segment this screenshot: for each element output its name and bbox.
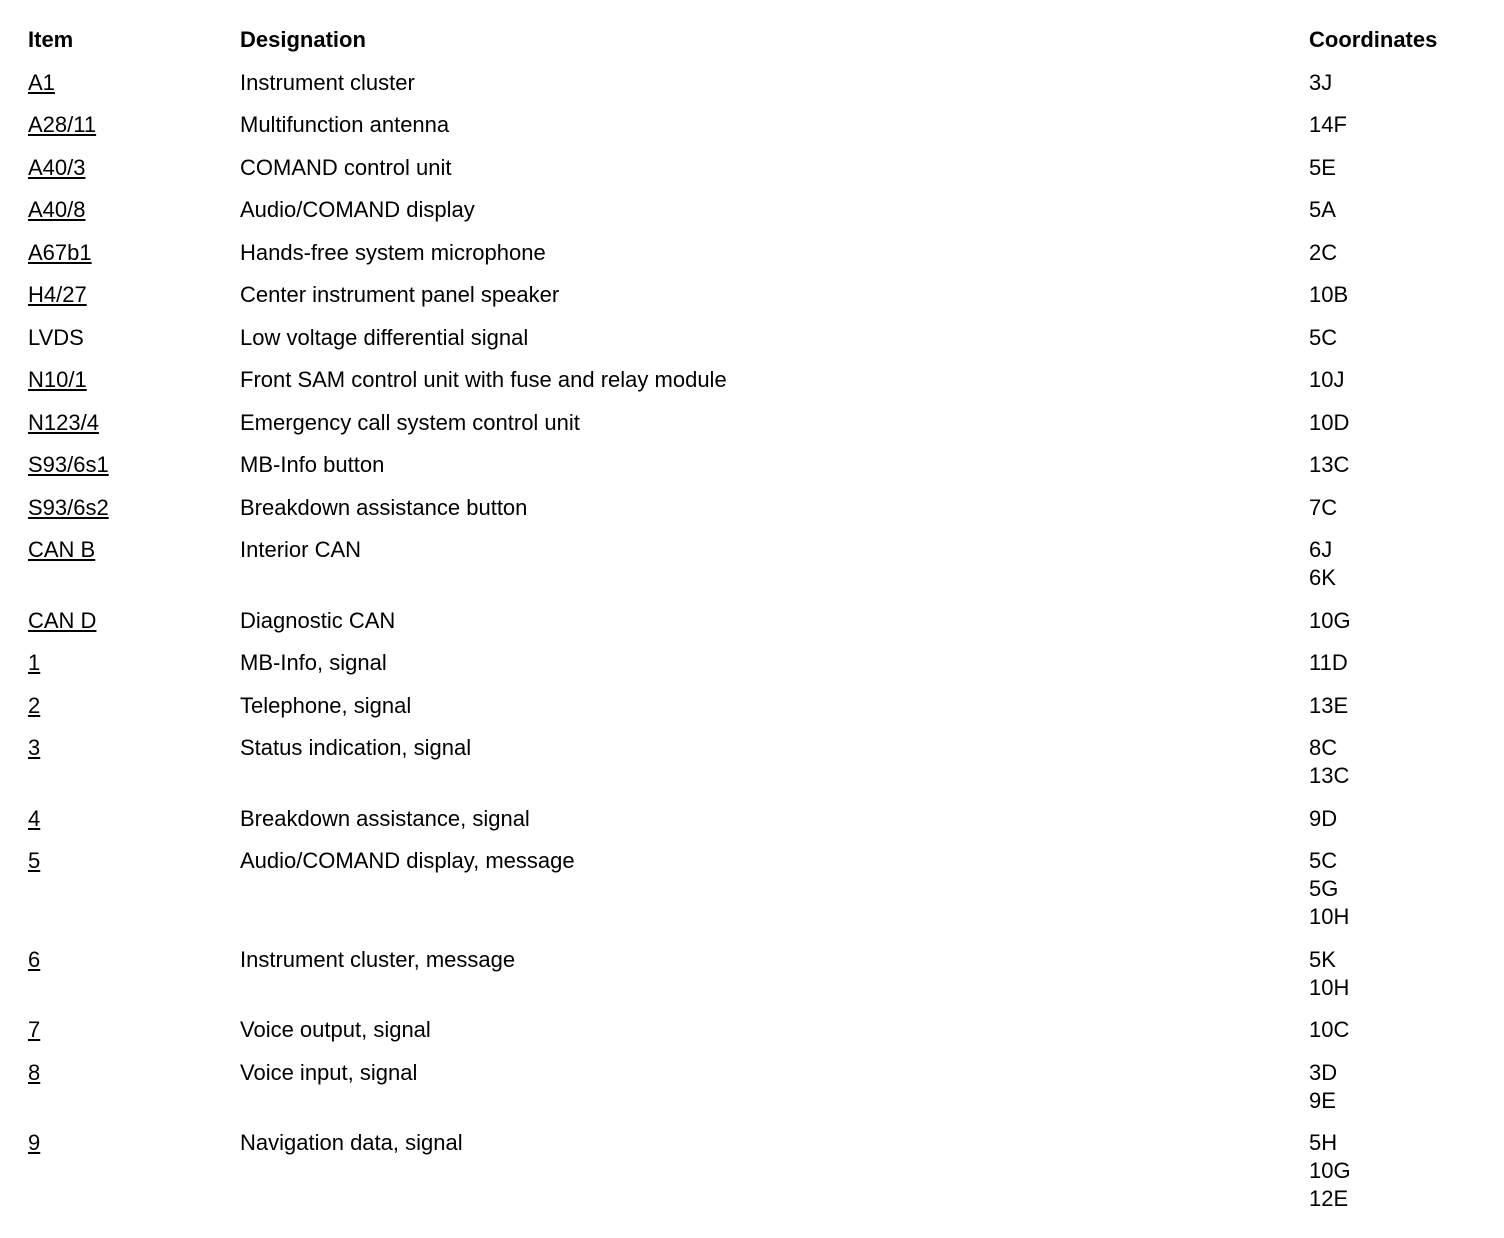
coordinate-value: 14F — [1309, 112, 1347, 137]
coordinate-value: 6K — [1309, 565, 1336, 590]
coordinates-cell — [1309, 946, 1478, 1002]
coordinate-value: 5E — [1309, 154, 1336, 180]
item-cell — [28, 324, 240, 352]
coordinates-cell — [1309, 409, 1478, 437]
designation-cell: Interior CAN — [240, 537, 362, 562]
table-row — [28, 239, 1478, 267]
designation-cell: Instrument cluster — [240, 69, 415, 95]
coordinate-value: 5G — [1309, 876, 1339, 901]
item-cell — [28, 536, 240, 564]
coordinates-cell — [1309, 1129, 1478, 1213]
item-link[interactable]: 4 — [28, 805, 41, 831]
designation-cell: MB-Info, signal — [240, 650, 387, 675]
item-cell — [28, 409, 240, 437]
designation-cell: Audio/COMAND display — [240, 197, 475, 222]
table-row — [28, 1059, 1478, 1115]
coordinate-value: 9D — [1309, 805, 1338, 831]
item-cell — [28, 1129, 240, 1157]
table-row — [28, 1016, 1478, 1044]
item-cell — [28, 111, 240, 139]
item-cell — [28, 847, 240, 875]
item-link[interactable]: 5 — [28, 848, 41, 873]
table-row — [28, 154, 1478, 182]
coordinate-value: 10C — [1309, 1017, 1350, 1042]
header-designation: Designation — [240, 27, 366, 52]
table-row — [28, 946, 1478, 1002]
coordinates-cell — [1309, 239, 1478, 267]
table-row — [28, 607, 1478, 635]
coordinate-value: 9E — [1309, 1087, 1336, 1113]
item-link[interactable]: A40/3 — [28, 154, 86, 180]
item-link[interactable]: CAN D — [28, 607, 97, 633]
coordinate-value: 5C — [1309, 848, 1338, 873]
designation-cell: Breakdown assistance button — [240, 494, 528, 520]
coordinate-value: 10H — [1309, 904, 1350, 929]
designation-cell: Voice output, signal — [240, 1017, 431, 1042]
item-link[interactable]: 7 — [28, 1017, 41, 1042]
designation-cell: Instrument cluster, message — [240, 946, 516, 972]
item-link[interactable]: N123/4 — [28, 409, 99, 435]
coordinates-cell — [1309, 607, 1478, 635]
coordinate-value: 5H — [1309, 1130, 1338, 1155]
table-row — [28, 692, 1478, 720]
coordinate-value: 2C — [1309, 239, 1338, 265]
table-row — [28, 281, 1478, 309]
item-cell — [28, 281, 240, 309]
coordinate-value: 13E — [1309, 692, 1349, 718]
coordinate-value: 5C — [1309, 324, 1338, 350]
coordinates-cell — [1309, 366, 1478, 394]
designation-cell: Low voltage differential signal — [240, 324, 529, 350]
designation-cell: Breakdown assistance, signal — [240, 805, 530, 831]
table-header — [28, 26, 1478, 54]
item-cell — [28, 649, 240, 677]
coordinates-cell — [1309, 734, 1478, 790]
coordinates-cell — [1309, 196, 1478, 224]
designation-cell: COMAND control unit — [240, 154, 452, 180]
item-link[interactable]: 9 — [28, 1130, 41, 1155]
table-row — [28, 734, 1478, 790]
table-row — [28, 805, 1478, 833]
coordinates-cell — [1309, 805, 1478, 833]
item-cell — [28, 607, 240, 635]
table-row — [28, 196, 1478, 224]
item-cell — [28, 1016, 240, 1044]
item-link[interactable]: 1 — [28, 650, 41, 675]
item-link[interactable]: S93/6s2 — [28, 494, 109, 520]
item-cell — [28, 196, 240, 224]
table-row — [28, 494, 1478, 522]
coordinate-value: 5K — [1309, 946, 1336, 972]
item-cell — [28, 494, 240, 522]
item-cell — [28, 1059, 240, 1087]
designation-cell: Voice input, signal — [240, 1059, 418, 1085]
item-cell — [28, 946, 240, 974]
coordinates-cell — [1309, 281, 1478, 309]
coordinate-value: 10G — [1309, 1158, 1351, 1183]
item-cell — [28, 366, 240, 394]
table-row — [28, 536, 1478, 592]
table-row — [28, 1129, 1478, 1213]
item-cell — [28, 805, 240, 833]
coordinate-value: 10J — [1309, 367, 1345, 392]
header-coordinates: Coordinates — [1309, 27, 1438, 52]
designation-cell: Navigation data, signal — [240, 1130, 463, 1155]
coordinates-cell — [1309, 649, 1478, 677]
coordinate-value: 3D — [1309, 1059, 1338, 1085]
coordinate-value: 6J — [1309, 537, 1333, 562]
coordinates-cell — [1309, 154, 1478, 182]
table-row — [28, 451, 1478, 479]
coordinates-cell — [1309, 324, 1478, 352]
coordinate-value: 7C — [1309, 494, 1338, 520]
item-link[interactable]: 3 — [28, 735, 41, 760]
coordinates-cell — [1309, 69, 1478, 97]
item-cell — [28, 692, 240, 720]
designation-cell: Audio/COMAND display, message — [240, 848, 575, 873]
coordinate-value: 12E — [1309, 1186, 1349, 1211]
table-body — [28, 69, 1478, 1214]
designation-cell: Hands-free system microphone — [240, 239, 546, 265]
coordinates-cell — [1309, 1016, 1478, 1044]
coordinates-cell — [1309, 1059, 1478, 1115]
legend-table — [28, 26, 1478, 1228]
item-link[interactable]: A1 — [28, 69, 55, 95]
coordinates-cell — [1309, 494, 1478, 522]
coordinates-cell — [1309, 692, 1478, 720]
item-cell — [28, 69, 240, 97]
designation-cell: Emergency call system control unit — [240, 409, 580, 435]
table-row — [28, 409, 1478, 437]
table-row — [28, 847, 1478, 931]
item-link[interactable]: N10/1 — [28, 367, 87, 392]
designation-cell: Multifunction antenna — [240, 112, 450, 137]
item-link[interactable]: CAN B — [28, 537, 96, 562]
item-link[interactable]: A40/8 — [28, 197, 86, 222]
table-row — [28, 366, 1478, 394]
table-row — [28, 649, 1478, 677]
designation-cell: Front SAM control unit with fuse and relay module — [240, 367, 727, 392]
coordinates-cell — [1309, 451, 1478, 479]
item-cell — [28, 451, 240, 479]
item-link[interactable]: A67b1 — [28, 239, 92, 265]
coordinate-value: 13C — [1309, 452, 1350, 477]
coordinate-value: 11D — [1309, 650, 1348, 675]
coordinate-value: 10G — [1309, 607, 1351, 633]
header-item: Item — [28, 27, 74, 52]
item-cell — [28, 239, 240, 267]
coordinate-value: 10B — [1309, 282, 1349, 307]
item-link[interactable]: H4/27 — [28, 282, 87, 307]
coordinate-value: 10H — [1309, 974, 1350, 1000]
table-row — [28, 111, 1478, 139]
item-link[interactable]: A28/11 — [28, 112, 97, 137]
table-row — [28, 69, 1478, 97]
coordinate-value: 8C — [1309, 735, 1338, 760]
coordinate-value: 3J — [1309, 69, 1333, 95]
item-link[interactable]: S93/6s1 — [28, 452, 109, 477]
coordinates-cell — [1309, 847, 1478, 931]
coordinate-value: 10D — [1309, 409, 1350, 435]
coordinates-cell — [1309, 536, 1478, 592]
designation-cell: Status indication, signal — [240, 735, 472, 760]
coordinate-value: 13C — [1309, 763, 1350, 788]
item-link[interactable]: 8 — [28, 1059, 41, 1085]
item-cell — [28, 734, 240, 762]
item-label: LVDS — [28, 324, 84, 350]
coordinate-value: 5A — [1309, 197, 1336, 222]
table-row — [28, 324, 1478, 352]
designation-cell: Telephone, signal — [240, 692, 412, 718]
designation-cell: Center instrument panel speaker — [240, 282, 560, 307]
designation-cell: MB-Info button — [240, 452, 385, 477]
item-link[interactable]: 2 — [28, 692, 41, 718]
coordinates-cell — [1309, 111, 1478, 139]
item-link[interactable]: 6 — [28, 946, 41, 972]
designation-cell: Diagnostic CAN — [240, 607, 396, 633]
item-cell — [28, 154, 240, 182]
